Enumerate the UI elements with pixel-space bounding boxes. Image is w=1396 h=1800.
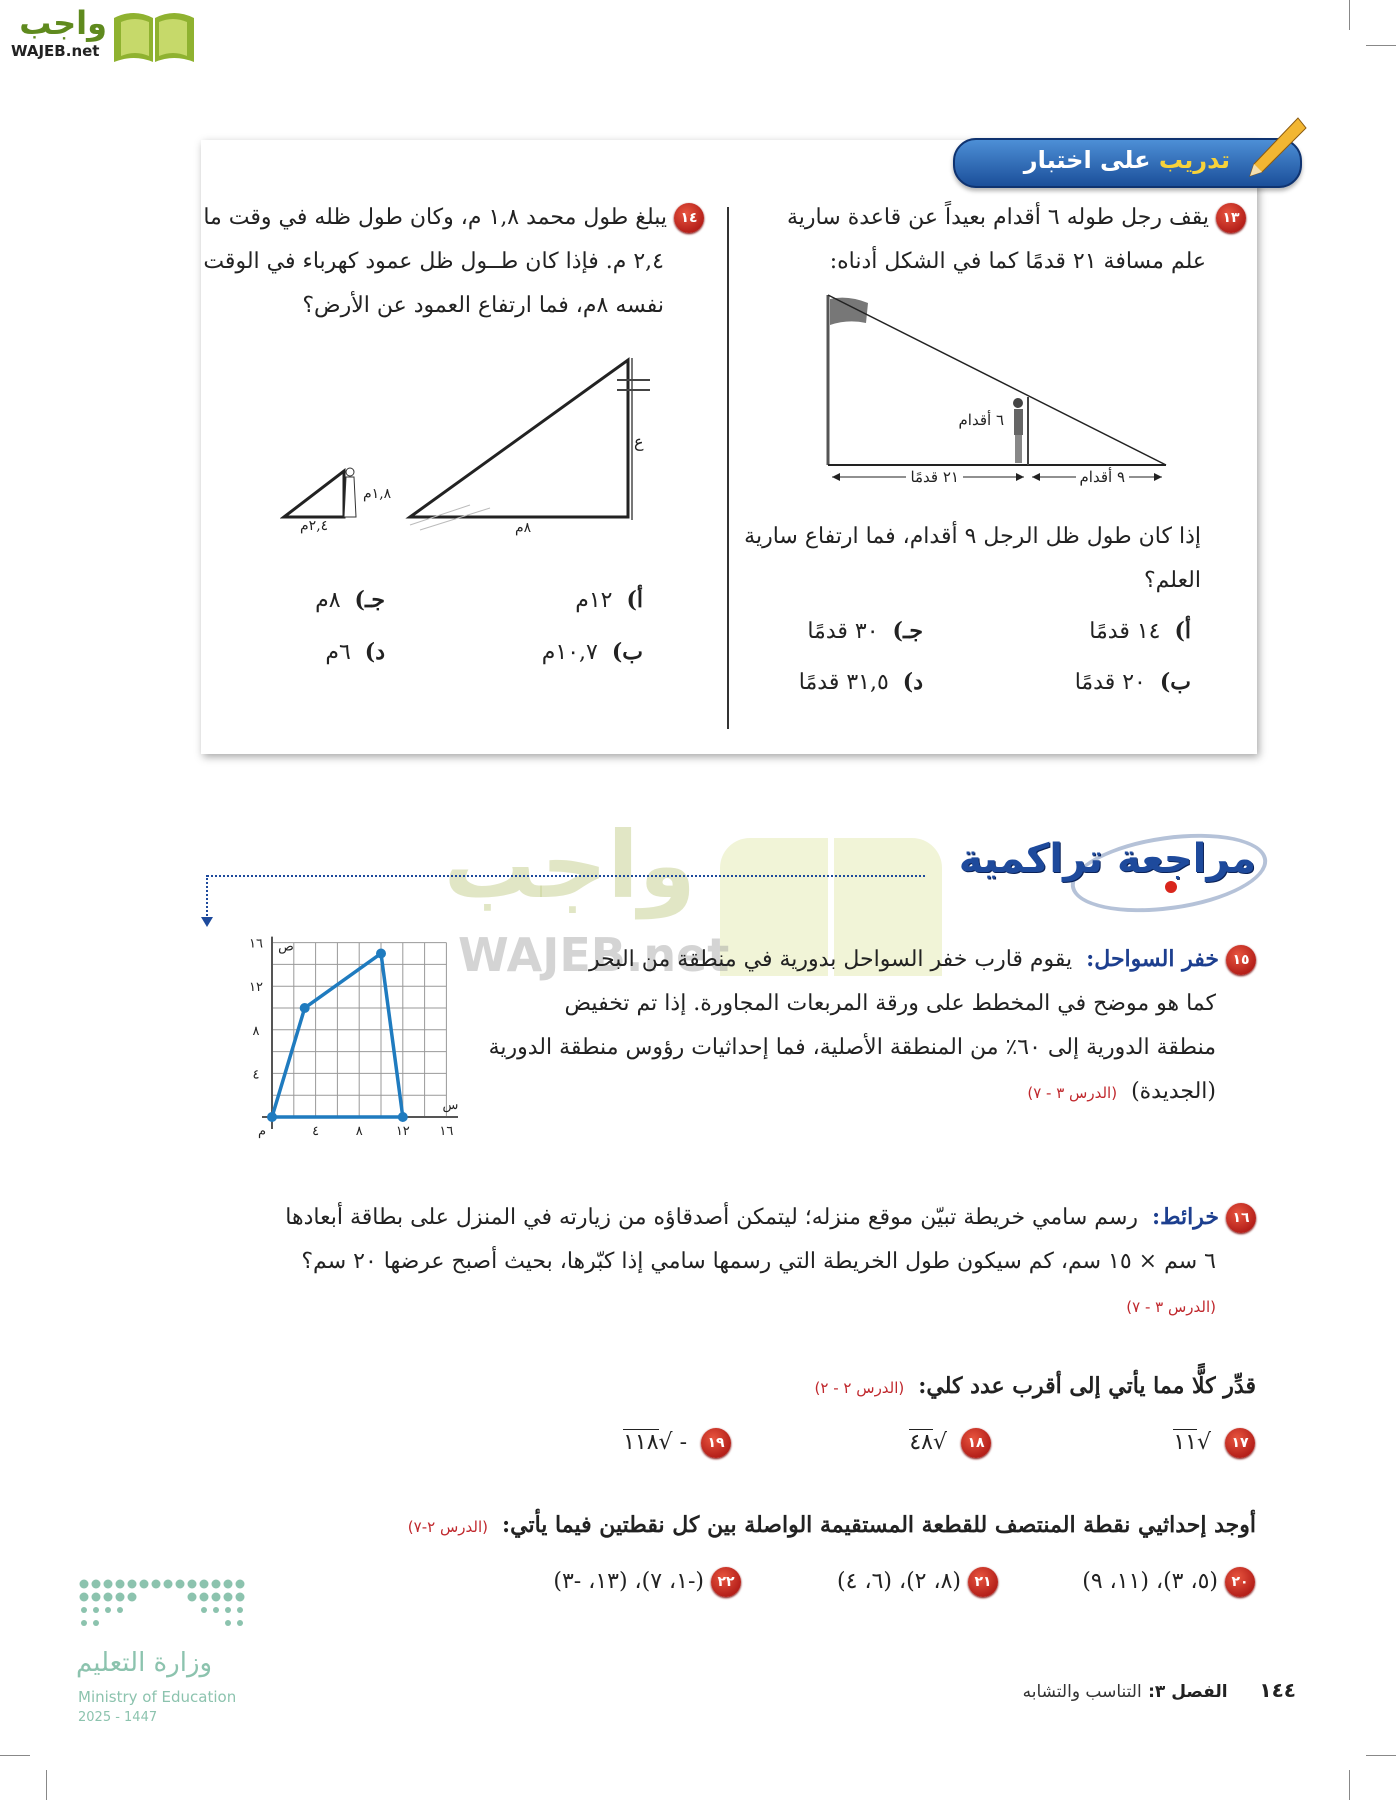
q15-number-badge: ١٥ xyxy=(1226,945,1256,975)
logo-dot xyxy=(212,1593,221,1602)
estimate-lesson-ref: (الدرس ٢ - ٢) xyxy=(814,1379,905,1397)
midpoint-heading xyxy=(408,1503,1256,1549)
ministry-english: Ministry of Education xyxy=(78,1688,237,1706)
logo-dot xyxy=(80,1580,89,1589)
q15-line3: منطقة الدورية إلى ٦٠٪ من المنطقة الأصلية، فما إحداثيات رؤوس منطقة الدورية xyxy=(488,1035,1216,1060)
patrol-area-graph xyxy=(238,935,458,1145)
y-axis-label: ص xyxy=(278,939,294,955)
arrow-down-icon xyxy=(201,917,213,927)
logo-dot xyxy=(164,1580,173,1589)
crop-mark xyxy=(46,1770,47,1800)
q15-topic: خفر السواحل: xyxy=(1086,946,1219,972)
review-title: مراجعة تراكمية xyxy=(958,836,1256,882)
q16-line1: رسم سامي خريطة تبيّن موقع منزله؛ ليتمكن أصدقاؤه من زيارته في المنزل على بطاقة أبعادها xyxy=(285,1205,1139,1230)
item-number-badge: ٢٠ xyxy=(1225,1567,1255,1597)
logo-dot xyxy=(237,1620,243,1626)
x-tick-label: ٨ xyxy=(355,1124,363,1139)
watermark-arabic: واجب xyxy=(443,812,696,919)
q14-option-b[interactable] xyxy=(542,630,643,675)
estimate-item-18 xyxy=(909,1421,991,1465)
q14-option-a[interactable] xyxy=(575,578,643,623)
logo-dot xyxy=(104,1580,113,1589)
q16-number-badge: ١٦ xyxy=(1226,1203,1256,1233)
logo-dot xyxy=(225,1620,231,1626)
man-height-label: ٦ أقدام xyxy=(958,411,1004,429)
orbit-dot xyxy=(1165,881,1177,893)
banner-part1: تدريب xyxy=(1158,146,1230,174)
wajeb-logo[interactable] xyxy=(9,4,199,66)
logo-dot xyxy=(93,1607,99,1613)
sqrt-icon: √ xyxy=(1196,1430,1211,1455)
q15-line4: (الجديدة) xyxy=(1131,1079,1216,1104)
crop-mark xyxy=(0,1755,30,1756)
column-divider xyxy=(727,207,729,729)
dotted-guide-line xyxy=(206,875,208,920)
crop-mark xyxy=(1366,1755,1396,1756)
item-number-badge: ١٨ xyxy=(961,1428,991,1458)
option-letter: جـ) xyxy=(354,587,385,613)
logo-arabic: واجب xyxy=(19,4,107,42)
item-number-badge: ١٧ xyxy=(1225,1428,1255,1458)
option-text: ٣١,٥ قدمًا xyxy=(798,670,889,695)
option-letter: ب) xyxy=(611,639,643,665)
ministry-arabic: وزارة التعليم xyxy=(76,1648,213,1678)
logo-dot xyxy=(140,1580,149,1589)
logo-dot xyxy=(236,1580,245,1589)
logo-dot xyxy=(200,1580,209,1589)
pencil-icon xyxy=(1238,114,1308,186)
logo-dot xyxy=(128,1593,137,1602)
pole-shadow-label: ٨م xyxy=(515,520,532,536)
crop-mark xyxy=(1349,1770,1350,1800)
vertex-point xyxy=(300,1003,310,1013)
flagpole-figure xyxy=(818,285,1178,495)
sign: - xyxy=(679,1430,687,1455)
chapter-title: التناسب والتشابه xyxy=(1022,1682,1142,1702)
q13-option-a[interactable] xyxy=(1089,609,1191,654)
book-icon xyxy=(109,4,199,66)
radicand: ١١ xyxy=(1173,1430,1197,1455)
q13-line1: يقف رجل طوله ٦ أقدام بعيداً عن قاعدة سارية xyxy=(787,205,1209,230)
x-tick-label: ٤ xyxy=(312,1124,320,1139)
logo-dot xyxy=(188,1593,197,1602)
logo-dot xyxy=(80,1593,89,1602)
radicand: ٤٨ xyxy=(909,1430,933,1455)
pole-height-label: ع xyxy=(634,432,644,451)
q13-line2: علم مسافة ٢١ قدمًا كما في الشكل أدناه: xyxy=(829,249,1206,274)
logo-dot xyxy=(93,1620,99,1626)
y-tick-label: ٨ xyxy=(252,1023,260,1039)
vertex-point xyxy=(376,949,386,959)
logo-dot xyxy=(225,1607,231,1613)
y-tick-label: ١٦ xyxy=(249,936,263,952)
y-tick-label: ١٢ xyxy=(249,980,263,996)
item-number-badge: ٢٢ xyxy=(711,1567,741,1597)
logo-dot xyxy=(200,1593,209,1602)
option-letter: د) xyxy=(364,639,385,665)
logo-dot xyxy=(92,1580,101,1589)
sqrt-icon: √ xyxy=(658,1430,673,1455)
logo-dot xyxy=(236,1593,245,1602)
logo-dot xyxy=(116,1593,125,1602)
shadow-label: ٩ أقدام xyxy=(1076,468,1130,486)
option-letter: د) xyxy=(902,669,923,695)
logo-dot xyxy=(188,1580,197,1589)
logo-dot xyxy=(176,1580,185,1589)
midpoint-item-21 xyxy=(837,1560,998,1604)
estimate-heading-text: قدِّر كلًّا مما يأتي إلى أقرب عدد كلي: xyxy=(918,1373,1256,1399)
points: (-١، ٧)، (١٣، -٣) xyxy=(553,1569,704,1594)
flag-icon xyxy=(830,298,868,325)
logo-dot xyxy=(212,1580,221,1589)
q13-option-d[interactable] xyxy=(799,660,923,705)
q13-question-line2: العلم؟ xyxy=(1143,568,1201,593)
banner-part2: على اختبار xyxy=(1023,146,1151,174)
q16-line2: ٦ سم × ١٥ سم، كم سيكون طول الخريطة التي رسمها سامي إذا كبّرها، بحيث أصبح عرضها ٢٠ سم؟ xyxy=(301,1249,1216,1274)
q13-question xyxy=(744,515,1201,603)
vertex-point xyxy=(267,1112,277,1122)
logo-dot xyxy=(237,1607,243,1613)
points: (٥، ٣)، (١١، ٩) xyxy=(1082,1569,1218,1594)
q14-number-badge: ١٤ xyxy=(674,203,704,233)
estimate-item-17 xyxy=(1173,1421,1255,1465)
q14-line2: ٢,٤ م. فإذا كان طــول ظل عمود كهرباء في الوقت xyxy=(203,249,664,274)
man-icon xyxy=(344,468,356,517)
logo-latin: WAJEB.net xyxy=(11,42,100,60)
chapter-label: الفصل ٣: xyxy=(1148,1682,1228,1702)
q15-line1: يقوم قارب خفر السواحل بدورية في منطقة من البحر xyxy=(588,947,1073,972)
q13-option-b[interactable] xyxy=(1075,660,1191,705)
logo-dot xyxy=(201,1607,207,1613)
radicand: ١١٨ xyxy=(623,1430,659,1455)
points: (٨، ٢)، (٦، ٤) xyxy=(837,1569,961,1594)
midpoint-item-22 xyxy=(553,1560,741,1604)
y-tick-label: ٤ xyxy=(252,1067,260,1083)
logo-dot xyxy=(128,1580,137,1589)
midpoint-item-20 xyxy=(1082,1560,1255,1604)
option-text: ١٠,٧م xyxy=(541,640,598,665)
x-axis-label: س xyxy=(442,1098,458,1113)
sqrt-icon: √ xyxy=(932,1430,947,1455)
item-number-badge: ٢١ xyxy=(968,1567,998,1597)
midpoint-lesson-ref: (الدرس ٢-٧) xyxy=(407,1518,488,1536)
crop-mark xyxy=(1349,0,1350,30)
logo-dot xyxy=(81,1620,87,1626)
logo-dot xyxy=(116,1580,125,1589)
option-letter: أ) xyxy=(1174,618,1191,644)
logo-dot xyxy=(92,1593,101,1602)
logo-dot xyxy=(224,1580,233,1589)
logo-dot xyxy=(104,1593,113,1602)
q15-lesson-ref: (الدرس ٣ - ٧) xyxy=(1027,1084,1118,1102)
option-letter: أ) xyxy=(626,587,643,613)
pole-shadow-figure xyxy=(280,350,650,540)
watermark-latin: WAJEB.net xyxy=(458,928,730,982)
q14-option-c[interactable] xyxy=(315,578,385,623)
item-number-badge: ١٩ xyxy=(701,1428,731,1458)
crop-mark xyxy=(1366,45,1396,46)
ministry-dots-logo xyxy=(78,1578,248,1638)
estimate-item-19 xyxy=(623,1421,731,1465)
logo-dot xyxy=(213,1607,219,1613)
midpoint-heading-text: أوجد إحداثيي نقطة المنتصف للقطعة المستقيمة الواصلة بين كل نقطتين فيما يأتي: xyxy=(501,1512,1256,1538)
page-footer xyxy=(1023,1678,1296,1702)
x-tick-label: ١٢ xyxy=(395,1124,410,1139)
q16-text xyxy=(285,1195,1256,1329)
option-text: ٢٠ قدمًا xyxy=(1074,670,1146,695)
ministry-year: 2025 - 1447 xyxy=(78,1710,158,1725)
distance-label: ٢١ قدمًا xyxy=(906,468,963,486)
q13-option-c[interactable] xyxy=(807,609,923,654)
q13-number-badge: ١٣ xyxy=(1216,203,1246,233)
page-number: ١٤٤ xyxy=(1259,1678,1296,1702)
option-text: ١٤ قدمًا xyxy=(1089,619,1161,644)
option-text: ٦م xyxy=(325,640,351,665)
estimate-heading xyxy=(815,1364,1256,1410)
man-shadow-label: ٢,٤م xyxy=(300,518,329,534)
q15-text xyxy=(489,937,1256,1115)
q13-text xyxy=(787,196,1246,284)
q16-lesson-ref: (الدرس ٣ - ٧) xyxy=(1126,1298,1216,1316)
option-letter: ب) xyxy=(1159,669,1191,695)
logo-dot xyxy=(224,1593,233,1602)
logo-dot xyxy=(117,1607,123,1613)
q14-line3: نفسه ٨م، فما ارتفاع العمود عن الأرض؟ xyxy=(302,293,664,318)
origin-label: م xyxy=(257,1124,267,1139)
q15-line2: كما هو موضح في المخطط على ورقة المربعات المجاورة. إذا تم تخفيض xyxy=(564,991,1216,1016)
q14-line1: يبلغ طول محمد ١,٨ م، وكان طول ظله في وقت ما xyxy=(203,205,667,230)
q14-text xyxy=(203,196,704,328)
dotted-guide-line xyxy=(207,875,925,877)
test-practice-banner xyxy=(953,138,1302,188)
q13-question-line1: إذا كان طول ظل الرجل ٩ أقدام، فما ارتفاع سارية xyxy=(744,524,1201,549)
man-height-label: ١,٨م xyxy=(363,486,392,502)
option-letter: جـ) xyxy=(892,618,923,644)
option-text: ١٢م xyxy=(575,588,613,613)
x-tick-label: ١٦ xyxy=(439,1124,454,1139)
logo-dot xyxy=(81,1607,87,1613)
option-text: ٨م xyxy=(315,588,341,613)
logo-dot xyxy=(105,1607,111,1613)
man-icon xyxy=(1013,398,1023,463)
vertex-point xyxy=(398,1112,408,1122)
logo-dot xyxy=(152,1580,161,1589)
option-text: ٣٠ قدمًا xyxy=(807,619,879,644)
q16-topic: خرائط: xyxy=(1152,1204,1219,1230)
q14-option-d[interactable] xyxy=(325,630,385,675)
